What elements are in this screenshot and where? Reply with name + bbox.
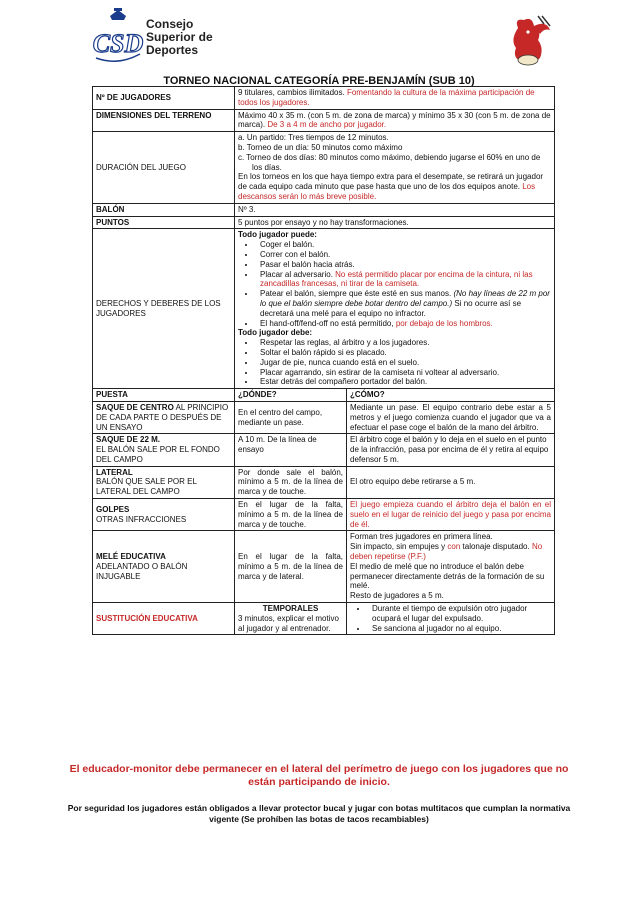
label-bold: MELÉ EDUCATIVA	[96, 552, 166, 562]
row-label: DURACIÓN DEL JUEGO	[93, 132, 235, 204]
row-label: SUSTITUCIÓN EDUCATIVA	[93, 603, 235, 635]
mele-line-3: El medio de melé que no introduce el balón debe permanecer directamente detrás de la formación de su melé.	[350, 561, 545, 591]
donde-cell	[235, 603, 347, 635]
list-item: • Jugar de pie, nunca cuando está en el suelo.	[256, 358, 551, 368]
list-item	[256, 319, 551, 329]
temporales-title: TEMPORALES	[262, 604, 319, 614]
lion-mascot-icon	[504, 14, 554, 68]
mele-line-4: Resto de jugadores a 5 m.	[350, 591, 444, 601]
label-text: BALÓN QUE SALE POR EL LATERAL DEL CAMPO	[96, 477, 197, 497]
table-row	[93, 401, 555, 433]
item-italic: (No hay líneas de 22 m por lo que el balón siempre debe botar dentro del campo.)	[260, 289, 550, 308]
mele-line-2a: Sin impacto, sin empujes y	[350, 542, 446, 552]
puede-list	[238, 240, 551, 328]
table-row	[93, 109, 555, 132]
org-line-1: Consejo	[146, 17, 194, 31]
table-row	[93, 466, 555, 498]
value-text: Máximo 40 x 35 m. (con 5 m. de zona de marca) y mínimo 35 x 30 (con 5 m. de zona de marca).	[238, 110, 551, 130]
row-value	[235, 132, 555, 204]
label-text: AL PRINCIPIO DE CADA PARTE O DESPUÉS DE UN ENSAYO	[96, 402, 229, 432]
duration-red: Los descansos serán lo más breve posible.	[238, 182, 536, 201]
donde-header: ¿DÓNDE?	[235, 389, 347, 402]
row-label	[93, 434, 235, 466]
row-value	[235, 87, 555, 110]
row-label	[93, 531, 235, 603]
como-header: ¿CÓMO?	[347, 389, 555, 402]
como-cell: Mediante un pase. El equipo contrario debe estar a 5 metros y el juego comienza cuando el jugador que va a efectuar el pase coge el balón de la mano del árbitro.	[347, 401, 555, 433]
duration-a: a. Un partido: Tres tiempos de 12 minutos.	[238, 133, 389, 143]
list-item: • Correr con el balón.	[256, 250, 551, 260]
list-item: • Soltar el balón rápido si es placado.	[256, 348, 551, 358]
list-item: • Pasar el balón hacia atrás.	[256, 260, 551, 270]
debe-list	[238, 338, 551, 387]
list-item: • Se sanciona al jugador no al equipo.	[368, 624, 551, 634]
logo-text: CSD	[92, 29, 144, 58]
row-label	[93, 499, 235, 531]
como-cell: El árbitro coge el balón y lo deja en el suelo en el punto de la infracción, pasa por encima de él y retira al equipo defensor 5 m.	[347, 434, 555, 466]
como-cell	[347, 603, 555, 635]
list-item	[256, 270, 551, 290]
row-value	[235, 229, 555, 389]
donde-cell: A 10 m. De la línea de ensayo	[235, 434, 347, 466]
table-row	[93, 434, 555, 466]
donde-cell: En el lugar de la falta, mínimo a 5 m. de la línea de marca y de lateral.	[235, 531, 347, 603]
item-text: Patear el balón, siempre que éste esté en sus manos.	[260, 289, 452, 299]
row-label: Nº DE JUGADORES	[93, 87, 235, 110]
table-row	[93, 531, 555, 603]
donde-cell: En el lugar de la falta, mínimo a 5 m. de la línea de marca y de touche.	[235, 499, 347, 531]
duration-text: En los torneos en los que haya tiempo extra para el desempate, se retirará un jugador de cada equipo cada minuto que pase hasta que uno de los dos equipos anote.	[238, 172, 544, 192]
donde-cell: En el centro del campo, mediante un pase.	[235, 401, 347, 433]
list-item: • Durante el tiempo de expulsión otro jugador ocupará el lugar del expulsado.	[368, 604, 551, 624]
value-red-text: Fomentando la cultura de la máxima participación de todos los jugadores.	[238, 88, 535, 107]
row-label: DIMENSIONES DEL TERRENO	[93, 109, 235, 132]
como-cell: El otro equipo debe retirarse a 5 m.	[347, 466, 555, 498]
item-text: Placar al adversario.	[260, 269, 333, 279]
list-item: • Respetar las reglas, al árbitro y a los jugadores.	[256, 338, 551, 348]
header	[88, 8, 558, 68]
list-item	[256, 289, 551, 318]
duration-b: b. Torneo de un día: 50 minutos como máximo	[238, 142, 403, 152]
label-bold: GOLPES	[96, 504, 130, 514]
row-value: 5 puntos por ensayo y no hay transformaciones.	[235, 216, 555, 229]
item-text-end: Si no ocurre así se decretará una melé para el equipo no infractor.	[260, 298, 522, 318]
table-row	[93, 499, 555, 531]
row-label: PUESTA	[93, 389, 235, 402]
org-line-3: Deportes	[146, 43, 199, 57]
organization-name	[146, 18, 213, 57]
item-red: No está permitido placar por encima de la cintura, ni las zancadillas francesas, ni tirar de la camiseta.	[260, 269, 533, 289]
csd-logo-icon	[88, 8, 148, 66]
value-text: 9 titulares, cambios ilimitados.	[238, 88, 345, 97]
mele-line-1: Forman tres jugadores en primera línea.	[350, 532, 493, 542]
row-label: BALÓN	[93, 203, 235, 216]
row-label	[93, 401, 235, 433]
row-label: DERECHOS Y DEBERES DE LOS JUGADORES	[93, 229, 235, 389]
row-value: Nº 3.	[235, 203, 555, 216]
section-title: Todo jugador puede:	[238, 230, 317, 240]
item-red: por debajo de los hombros.	[395, 318, 493, 328]
table-row	[93, 389, 555, 402]
footer-red-note: El educador-monitor debe permanecer en el lateral del perímetro de juego con los jugadores que no están participando de inicio.	[69, 763, 569, 788]
table-row	[93, 203, 555, 216]
label-bold: LATERAL	[96, 467, 133, 477]
row-label: PUNTOS	[93, 216, 235, 229]
list-item: • Estar detrás del compañero portador del balón.	[256, 377, 551, 387]
row-label	[93, 466, 235, 498]
footer-safety-note: Por seguridad los jugadores están obligados a llevar protector bucal y jugar con botas multitacos que cumplan la normativa vigente (Se prohíben las botas de tacos recambiables)	[67, 803, 571, 824]
label-bold: SAQUE DE 22 M.	[96, 435, 161, 445]
page-title: TORNEO NACIONAL CATEGORÍA PRE-BENJAMÍN (SUB 10)	[163, 75, 475, 87]
value-red-text: De 3 a 4 m de ancho por jugador.	[267, 120, 387, 130]
como-cell	[347, 531, 555, 603]
mele-line-2b: talonaje disputado.	[462, 542, 530, 552]
table-row	[93, 229, 555, 389]
table-row	[93, 603, 555, 635]
list-item: • Coger el balón.	[256, 240, 551, 250]
temporales-text: 3 minutos, explicar el motivo al jugador y al entrenador.	[238, 613, 339, 633]
label-bold: SAQUE DE CENTRO	[96, 402, 174, 412]
item-text: El hand-off/fend-off no está permitido,	[260, 318, 394, 328]
label-text: ADELANTADO O BALÓN INJUGABLE	[96, 561, 188, 581]
mele-line-2r: con	[447, 542, 461, 552]
rules-table	[92, 86, 555, 635]
table-row	[93, 87, 555, 110]
table-row	[93, 216, 555, 229]
list-item: • Placar agarrando, sin estirar de la camiseta ni voltear al adversario.	[256, 368, 551, 378]
duration-c: c. Torneo de dos días: 80 minutos como máximo, debiendo jugarse el 60% en uno de los días.	[238, 152, 541, 172]
como-cell: El juego empieza cuando el árbitro deja el balón en el suelo en el lugar de reinicio del juego y pasa por encima de él.	[347, 499, 555, 531]
section-title: Todo jugador debe:	[238, 328, 313, 338]
mele-line-2red: No deben repetirse (P.F.)	[350, 542, 543, 562]
row-value	[235, 109, 555, 132]
label-text: EL BALÓN SALE POR EL FONDO DEL CAMPO	[96, 445, 220, 464]
table-row	[93, 132, 555, 204]
label-text: OTRAS INFRACCIONES	[96, 514, 187, 524]
donde-cell: Por donde sale el balón, mínimo a 5 m. de la línea de marca y de touche.	[235, 466, 347, 498]
org-line-2: Superior de	[146, 30, 213, 44]
